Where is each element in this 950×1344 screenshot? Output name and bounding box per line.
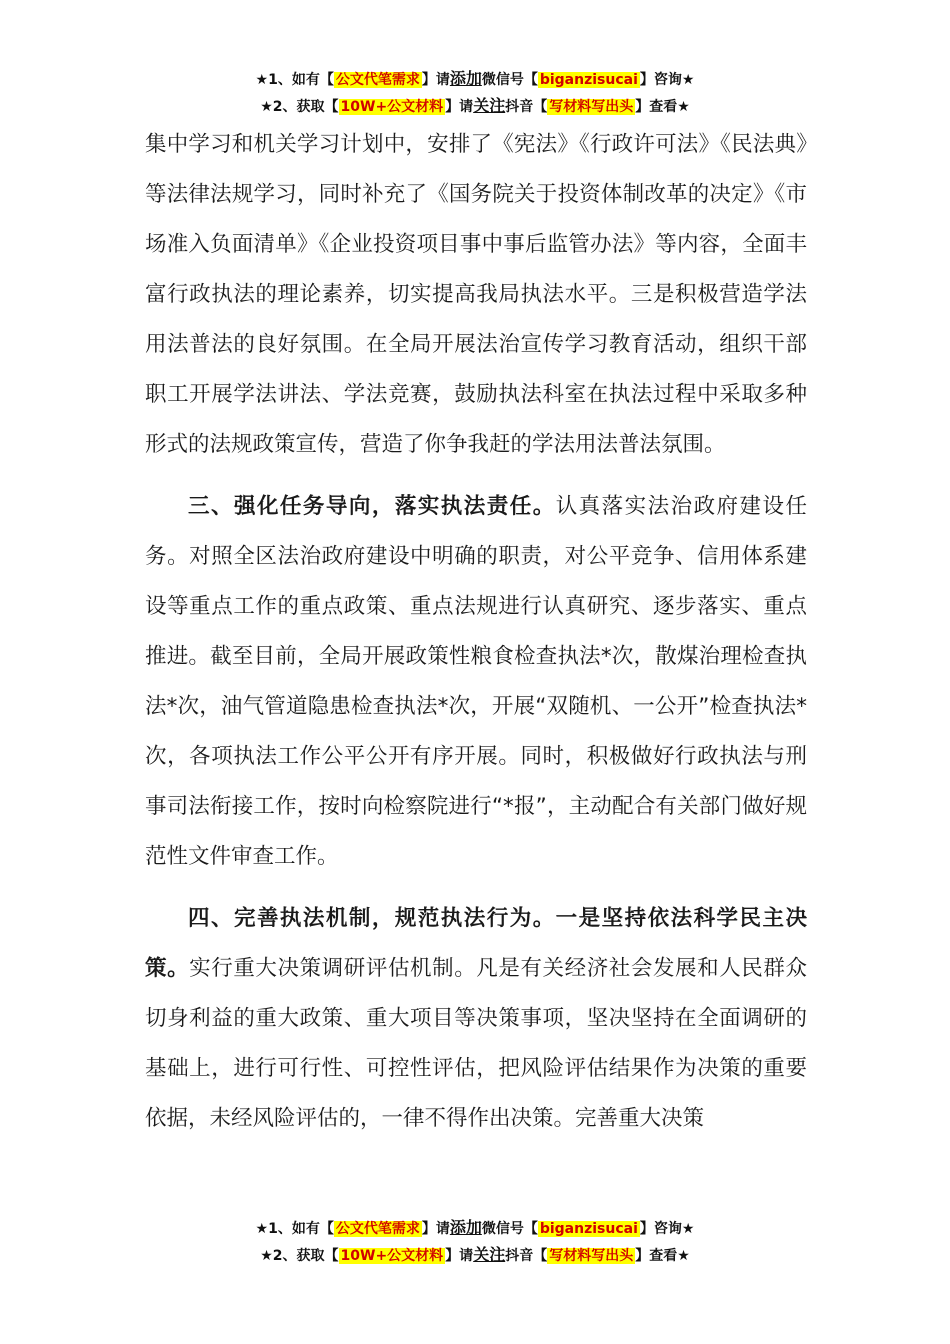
- banner-text: 】请: [421, 72, 450, 88]
- underlined-word: 添加: [449, 1218, 482, 1237]
- banner-text: 】查看★: [635, 1248, 690, 1264]
- highlight-wechat-id: biganzisucai: [539, 1221, 638, 1237]
- banner-line-1: [0, 66, 950, 93]
- banner-text: 】咨询★: [639, 1221, 695, 1237]
- banner-text: 抖音【: [505, 99, 548, 115]
- section-body-4: 实行重大决策调研评估机制。凡是有关经济社会发展和人民群众切身利益的重大政策、重大项目等决策事项，坚决坚持在全面调研的基础上，进行可行性、可控性评估，把风险评估结果作为决策的重要依据，未经风险评估的，一律不得作出决策。完善重大决策: [145, 956, 807, 1131]
- banner-text: 】请: [445, 99, 474, 115]
- banner-text: 】请: [445, 1248, 474, 1264]
- section-heading-4: 四、完善执法机制，规范执法行为。一是坚持依法科学民主决策。: [145, 906, 807, 981]
- document-body: [145, 120, 807, 1144]
- banner-line-2: [0, 93, 950, 120]
- paragraph-section-4: [145, 894, 807, 1144]
- banner-text: 】查看★: [635, 99, 690, 115]
- section-body-3: 认真落实法治政府建设任务。对照全区法治政府建设中明确的职责，对公平竞争、信用体系建设等重点工作的重点政策、重点法规进行认真研究、逐步落实、重点推进。截至目前，全局开展政策性粮食检查执法*次，散煤治理检查执法*次，油气管道隐患检查执法*次，开展“双随机、一公开”检查执法*次，各项执法工作公平公开有序开展。同时，积极做好行政执法与刑事司法衔接工作，按时向检察院进行“*报”，主动配合有关部门做好规范性文件审查工作。: [145, 494, 807, 869]
- highlight-materials: 10W+公文材料: [340, 1248, 444, 1264]
- highlight-service: 公文代笔需求: [335, 1221, 420, 1237]
- banner-text: 】请: [421, 1221, 450, 1237]
- underlined-word: 关注: [473, 96, 506, 115]
- paragraph-continuation: 集中学习和机关学习计划中，安排了《宪法》《行政许可法》《民法典》等法律法规学习，同时补充了《国务院关于投资体制改革的决定》《市场准入负面清单》《企业投资项目事中事后监管办法》等内容，全面丰富行政执法的理论素养，切实提高我局执法水平。三是积极营造学法用法普法的良好氛围。在全局开展法治宣传学习教育活动，组织干部职工开展学法讲法、学法竞赛，鼓励执法科室在执法过程中采取多种形式的法规政策宣传，营造了你争我赶的学法用法普法氛围。: [145, 132, 807, 457]
- banner-text: 微信号【: [481, 72, 538, 88]
- highlight-materials: 10W+公文材料: [340, 99, 444, 115]
- highlight-account: 写材料写出头: [549, 99, 634, 115]
- banner-text: ★2、获取【: [260, 99, 339, 115]
- banner-text: 微信号【: [481, 1221, 538, 1237]
- highlight-wechat-id: biganzisucai: [539, 72, 638, 88]
- section-heading-3: 三、强化任务导向，落实执法责任。: [188, 494, 556, 519]
- header-banner: [0, 66, 950, 120]
- banner-text: ★2、获取【: [260, 1248, 339, 1264]
- banner-text: ★1、如有【: [255, 72, 334, 88]
- paragraph-section-3: [145, 482, 807, 882]
- underlined-word: 添加: [449, 69, 482, 88]
- banner-line-2: [0, 1242, 950, 1269]
- banner-text: ★1、如有【: [255, 1221, 334, 1237]
- footer-banner: [0, 1215, 950, 1269]
- highlight-service: 公文代笔需求: [335, 72, 420, 88]
- banner-text: 抖音【: [505, 1248, 548, 1264]
- banner-text: 】咨询★: [639, 72, 695, 88]
- highlight-account: 写材料写出头: [549, 1248, 634, 1264]
- banner-line-1: [0, 1215, 950, 1242]
- underlined-word: 关注: [473, 1245, 506, 1264]
